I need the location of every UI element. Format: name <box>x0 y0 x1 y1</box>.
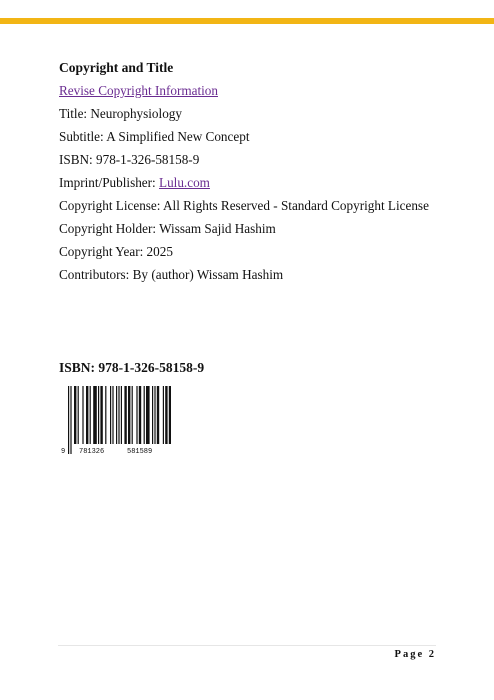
barcode-bar <box>154 386 155 444</box>
barcode-bar <box>90 386 91 444</box>
barcode-digits-left: 781326 <box>79 448 105 456</box>
barcode-bar <box>86 386 88 444</box>
year-line: Copyright Year: 2025 <box>59 244 173 259</box>
barcode-bar <box>152 386 153 444</box>
barcode-bar <box>139 386 141 444</box>
barcode-bar <box>100 386 102 444</box>
imprint-label: Imprint/Publisher: <box>59 175 160 190</box>
barcode-digits-right: 581589 <box>127 448 153 456</box>
barcode-bar <box>118 386 119 444</box>
barcode-bar <box>169 386 171 444</box>
barcode-bars <box>68 386 171 454</box>
barcode-bar <box>70 386 71 454</box>
subtitle-line: Subtitle: A Simplified New Concept <box>59 129 250 144</box>
revise-copyright-link[interactable]: Revise Copyright Information <box>59 83 218 98</box>
copyright-section <box>59 59 459 282</box>
title-line: Title: Neurophysiology <box>59 106 182 121</box>
license-line: Copyright License: All Rights Reserved - Standard Copyright License <box>59 198 429 213</box>
barcode-bar <box>132 386 133 444</box>
barcode-bar <box>124 386 126 444</box>
barcode-bar <box>116 386 117 444</box>
barcode-bar <box>128 386 130 444</box>
barcode-bar <box>105 386 106 444</box>
barcode-bar <box>144 386 145 444</box>
contributors-line: Contributors: By (author) Wissam Hashim <box>59 267 284 282</box>
imprint-link[interactable]: Lulu.com <box>159 175 210 190</box>
barcode-bar <box>74 386 76 444</box>
barcode-digit-prefix: 9 <box>61 448 66 456</box>
barcode-bar <box>110 386 111 444</box>
barcode-bar <box>146 386 150 444</box>
barcode-bar <box>98 386 99 444</box>
isbn-line: ISBN: 978-1-326-58158-9 <box>59 152 200 167</box>
top-accent-bar <box>0 18 494 24</box>
barcode-bar <box>121 386 122 444</box>
isbn-heading: ISBN: 978-1-326-58158-9 <box>59 360 205 375</box>
barcode-bar <box>136 386 137 444</box>
barcode-bar <box>157 386 159 444</box>
page-number: Page 2 <box>394 649 436 660</box>
barcode-bar <box>82 386 83 444</box>
barcode-bar <box>163 386 164 444</box>
barcode-bar <box>165 386 167 444</box>
isbn-barcode <box>59 384 171 456</box>
holder-line: Copyright Holder: Wissam Sajid Hashim <box>59 221 276 236</box>
barcode-bar <box>78 386 79 444</box>
footer-divider <box>58 645 436 646</box>
barcode-bar <box>68 386 69 454</box>
barcode-bar <box>93 386 97 444</box>
barcode-bar <box>112 386 113 444</box>
copyright-heading: Copyright and Title <box>59 60 174 75</box>
imprint-line <box>59 174 210 191</box>
